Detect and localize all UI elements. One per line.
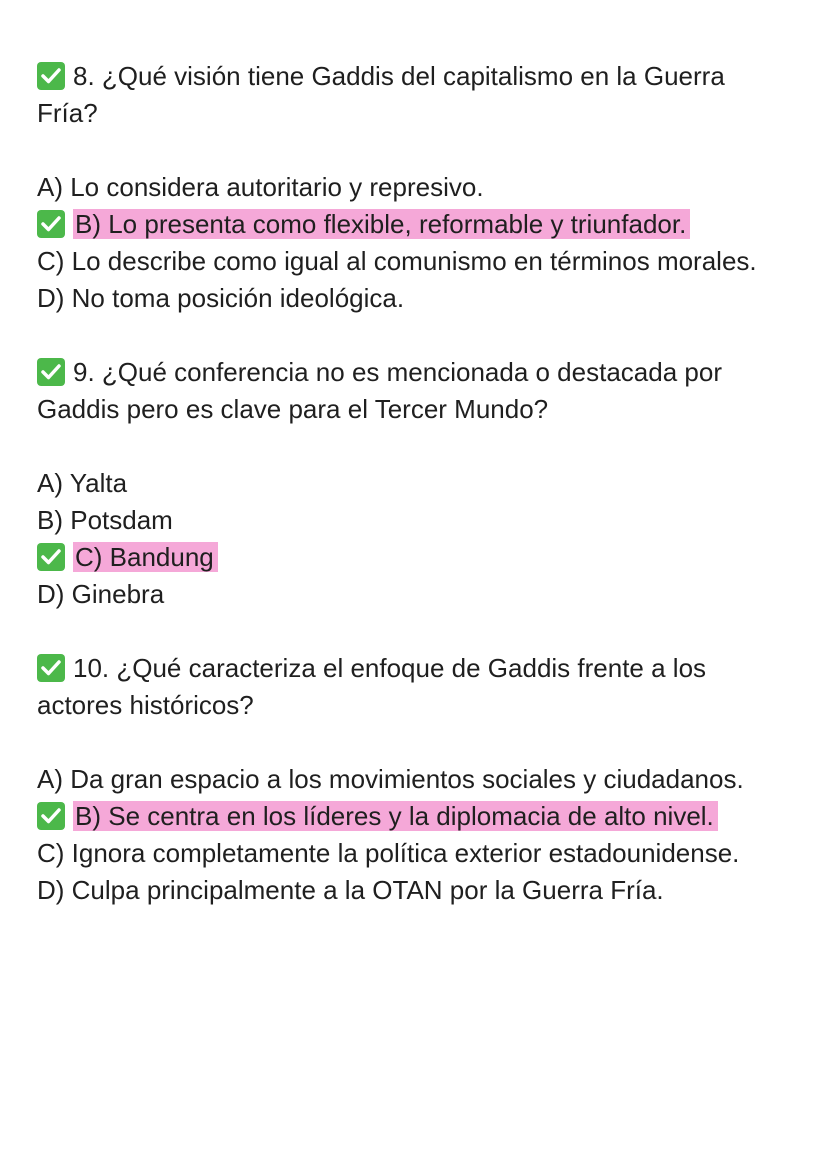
option-d: D) No toma posición ideológica.: [37, 283, 405, 313]
option-a: A) Yalta: [37, 468, 128, 498]
check-mark-icon: [37, 62, 65, 90]
option-b-correct: [37, 206, 792, 243]
spacer: [37, 613, 792, 650]
question-text: 10. ¿Qué caracteriza el enfoque de Gaddis frente a los actores históricos?: [37, 653, 707, 720]
highlighted-answer: B) Lo presenta como flexible, reformable y triunfador.: [73, 209, 690, 239]
question-title: [37, 58, 792, 132]
option-a: A) Lo considera autoritario y represivo.: [37, 172, 484, 202]
question-8: [37, 58, 792, 317]
check-mark-icon: [37, 654, 65, 682]
question-title: [37, 354, 792, 428]
question-text: 9. ¿Qué conferencia no es mencionada o destacada por Gaddis pero es clave para el Tercer Mundo?: [37, 357, 722, 424]
option-a: A) Da gran espacio a los movimientos sociales y ciudadanos.: [37, 764, 744, 794]
question-text: 8. ¿Qué visión tiene Gaddis del capitalismo en la Guerra Fría?: [37, 61, 725, 128]
option-d: D) Culpa principalmente a la OTAN por la Guerra Fría.: [37, 875, 664, 905]
check-mark-icon: [37, 358, 65, 386]
option-c-correct: [37, 539, 792, 576]
option-b: B) Potsdam: [37, 505, 173, 535]
option-b-correct: [37, 798, 792, 835]
option-c: C) Lo describe como igual al comunismo en términos morales.: [37, 246, 757, 276]
question-10: [37, 650, 792, 909]
check-mark-icon: [37, 210, 65, 238]
check-mark-icon: [37, 543, 65, 571]
question-9: [37, 354, 792, 613]
highlighted-answer: C) Bandung: [73, 542, 218, 572]
highlighted-answer: B) Se centra en los líderes y la diplomacia de alto nivel.: [73, 801, 718, 831]
spacer: [37, 317, 792, 354]
option-d: D) Ginebra: [37, 579, 165, 609]
check-mark-icon: [37, 802, 65, 830]
option-c: C) Ignora completamente la política exterior estadounidense.: [37, 838, 740, 868]
question-title: [37, 650, 792, 724]
